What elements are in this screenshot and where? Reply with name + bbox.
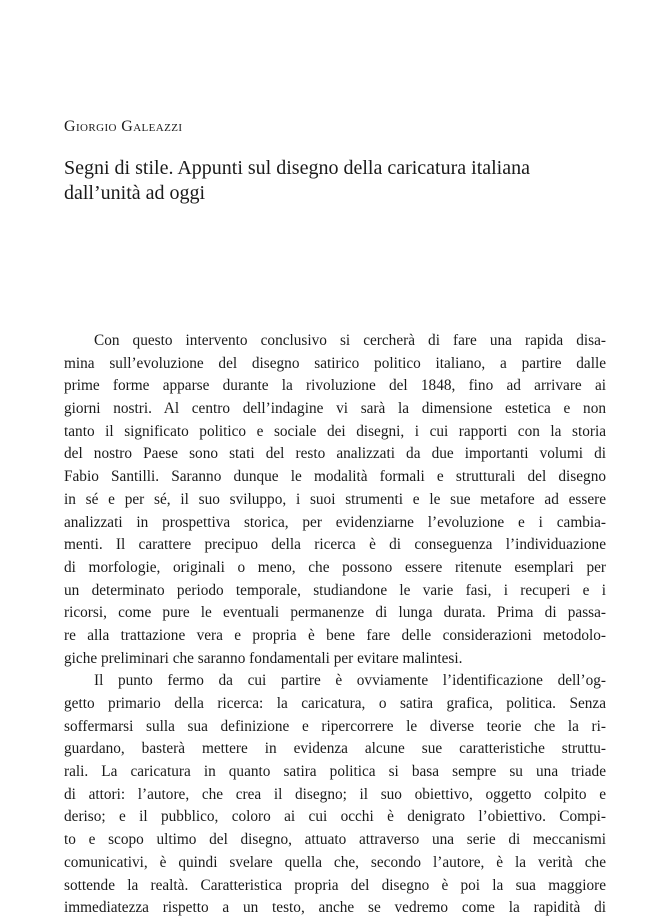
text-line: comunicativi, è quindi svelare quella che, secondo l’autore, è la verità che	[64, 853, 606, 871]
text-line: un determinato periodo temporale, studiandone le varie fasi, i recuperi e i	[64, 581, 606, 599]
body-text	[64, 330, 606, 920]
text-line: to e scopo ultimo del disegno, attuato attraverso una serie di meccanismi	[64, 831, 606, 849]
text-line: deriso; e il pubblico, coloro ai cui occhi è denigrato l’obiettivo. Compi-	[64, 808, 606, 826]
text-line: Con questo intervento conclusivo si cercherà di fare una rapida disa-	[94, 332, 606, 349]
paragraph	[64, 330, 606, 670]
paragraph	[64, 670, 606, 920]
text-line: tanto il significato politico e sociale dei disegni, i cui rapporti con la storia	[64, 422, 606, 440]
text-line: soffermarsi sulla sua definizione e ripercorrere le diverse teorie che la ri-	[64, 717, 606, 735]
author-name: Giorgio Galeazzi	[64, 118, 183, 135]
text-line: giorni nostri. Al centro dell’indagine vi sarà la dimensione estetica e non	[64, 400, 606, 418]
text-line: rali. La caricatura in quanto satira politica si basa sempre su una triade	[64, 763, 606, 781]
text-line: del nostro Paese sono stati del resto analizzati da due importanti volumi di	[64, 445, 606, 463]
chapter-title	[64, 156, 604, 206]
title-line: dall’unità ad oggi	[64, 182, 206, 204]
text-line: in sé e per sé, il suo sviluppo, i suoi strumenti e le sue metafore ad essere	[64, 490, 606, 508]
text-line: analizzati in prospettiva storica, per evidenziarne l’evoluzione e i cambia-	[64, 513, 606, 531]
text-line: mina sull’evoluzione del disegno satirico politico italiano, a partire dalle	[64, 354, 606, 372]
text-line: di morfologie, originali o meno, che possono essere ritenute esemplari per	[64, 558, 606, 576]
text-line: guardano, basterà mettere in evidenza alcune sue caratteristiche struttu-	[64, 740, 606, 758]
text-line: getto primario della ricerca: la caricatura, o satira grafica, politica. Senza	[64, 695, 606, 712]
text-line: di attori: l’autore, che crea il disegno; il suo obiettivo, oggetto colpito e	[64, 785, 606, 803]
title-line: Segni di stile. Appunti sul disegno della caricatura italiana	[64, 157, 530, 179]
text-line: Il punto fermo da cui partire è ovviamente l’identificazione dell’og-	[94, 672, 606, 690]
text-line: giche preliminari che saranno fondamentali per evitare malintesi.	[64, 649, 463, 667]
text-line: Fabio Santilli. Saranno dunque le modalità formali e strutturali del disegno	[64, 468, 606, 486]
text-line: re alla trattazione vera e propria è bene fare delle considerazioni metodolo-	[64, 626, 606, 644]
text-line: menti. Il carattere precipuo della ricerca è di conseguenza l’individuazione	[64, 536, 606, 554]
text-line: ricorsi, come pure le eventuali permanenze di lunga durata. Prima di passa-	[64, 604, 606, 622]
text-line: immediatezza rispetto a un testo, anche se vedremo come la rapidità di	[64, 899, 606, 917]
text-line: prime forme apparse durante la rivoluzione del 1848, fino ad arrivare ai	[64, 377, 606, 395]
text-line: sottende la realtà. Caratteristica propria del disegno è poi la sua maggiore	[64, 876, 606, 894]
